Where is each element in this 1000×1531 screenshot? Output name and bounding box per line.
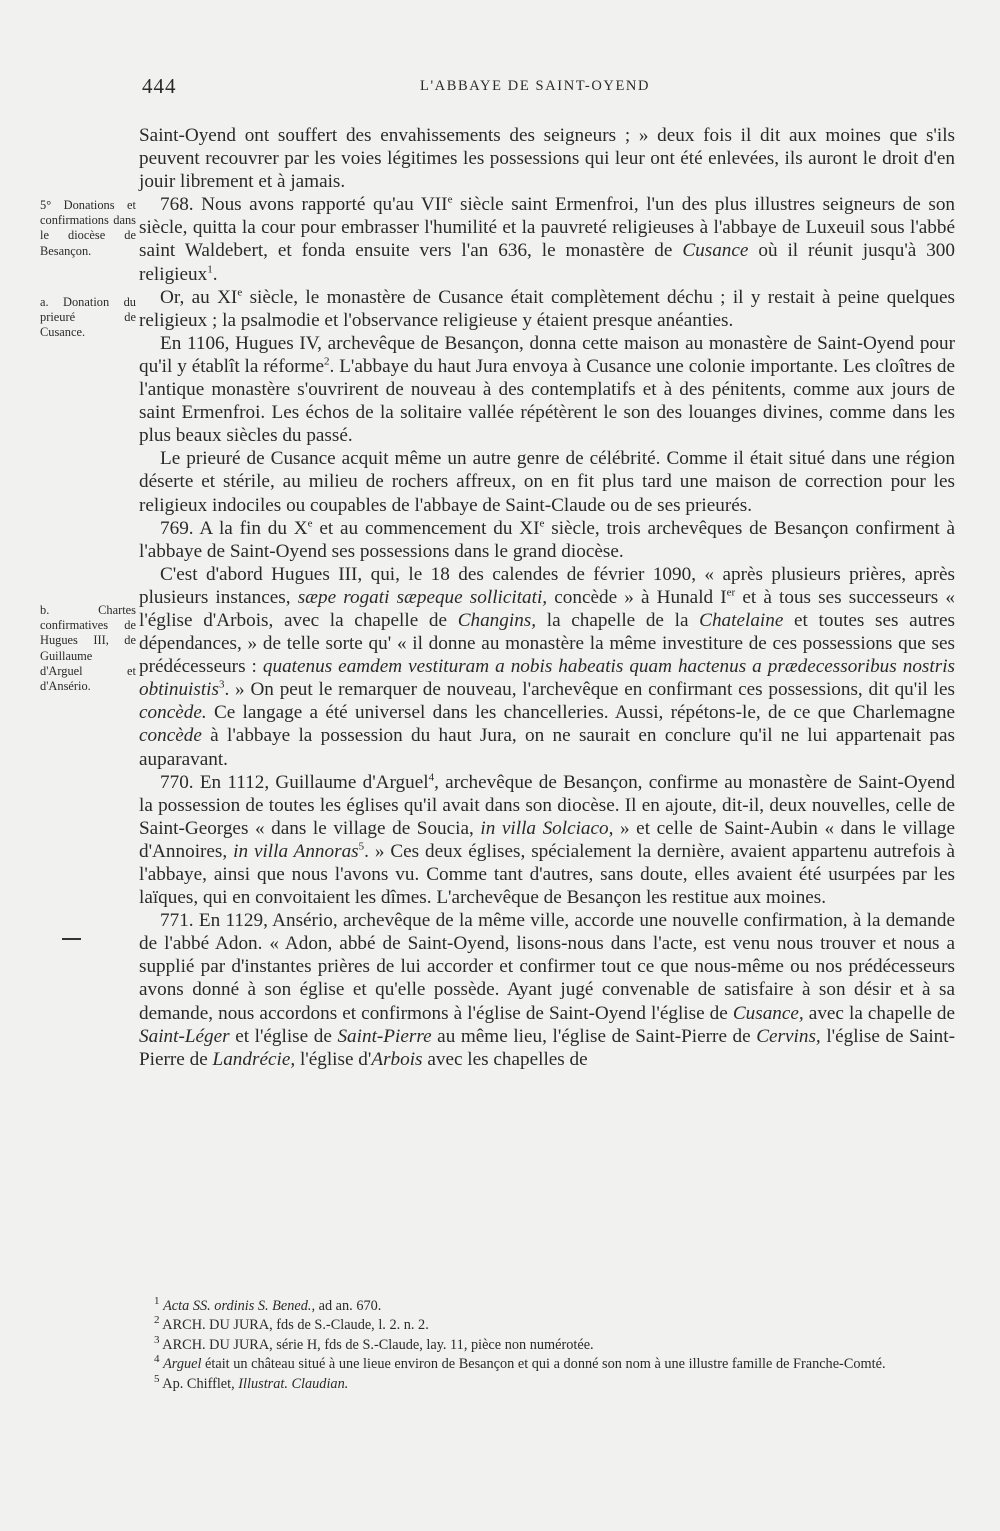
paragraph: Saint-Oyend ont souffert des envahissements des seigneurs ; » deux fois il dit aux moines que s'ils peuvent recouvrer par les voies légitimes les possessions qui leur ont été enlevées, ils auront le droit d'en jouir librement et à jamais. — [139, 125, 955, 193]
footnote-1: $^1$ Acta SS. ordinis S. Bened., ad an. 670. — [154, 1295, 382, 1314]
footnotes — [154, 1297, 960, 1394]
footnote-ref: 2 — [324, 355, 330, 368]
page-number: 444 — [142, 74, 177, 98]
paragraph: C'est d'abord Hugues III, qui, le 18 des calendes de février 1090, « après plusieurs prières, après plusieurs instances, sæpe rogati sæpeque sollicitati, concède » à Hunald Ier et à tous ses successeurs « l'église d'Arbois, avec la chapelle de Changins, la chapelle de la Chatelaine et toutes ses autres dépendances, » de telle sorte qu' « il donne au monastère la même investiture de ces possessions que ses prédécesseurs : quatenus eamdem vestituram a nobis habeatis quam hactenus a prædecessoribus nostris obtinuistis$^3$. » On peut le remarquer de nouveau, l'archevêque en confirmant ces possessions, dit qu'il les concède. Ce langage a été universel dans les chancelleries. Aussi, répétons-le, de ce que Charlemagne concède à l'abbaye la possession du haut Jura, on ne saurait en conclure qu'il ne lui appartenait pas auparavant. — [139, 563, 956, 770]
running-head: L'ABBAYE DE SAINT-OYEND — [420, 78, 651, 94]
footnote-ref: 4 — [428, 771, 435, 784]
paragraph-771: 771. En 1129, Ansério, archevêque de la même ville, accorde une nouvelle confirmation, à la demande de l'abbé Adon. « Adon, abbé de Saint-Oyend, lisons-nous dans l'acte, est venu nous trouver et nous a supplié par d'instantes prières de lui accorder et confirmer tout ce que nous-même ou nos prédécesseurs avons donné à son église et qu'elle possède. Ayant jugé convenable de satisfaire à son désir et à sa demande, nous accordons et confirmons à l'église de Saint-Oyend l'église de Cusance, avec la chapelle de Saint-Léger et l'église de Saint-Pierre au même lieu, l'église de Saint-Pierre de Cervins, l'église de Saint-Pierre de Landrécie, l'église d'Arbois avec les chapelles de — [139, 910, 956, 1070]
paragraph: En 1106, Hugues IV, archevêque de Besançon, donna cette maison au monastère de Saint-Oyend pour qu'il y établît la réforme$^2$. L'abbaye du haut Jura envoya à Cusance une colonie importante. Les cloîtres de l'antique monastère s'ouvrirent de nouveau à des contemplatifs et à des pénitents, comme aux jours de saint Ermenfroi. Les échos de la solitaire vallée répétèrent le son des louanges divines, comme dans les plus beaux siècles du passé. — [139, 332, 955, 447]
main-text — [139, 124, 955, 1071]
paragraph: Le prieuré de Cusance acquit même un autre genre de célébrité. Comme il était situé dans une région déserte et stérile, au milieu de rochers affreux, on en fit plus tard une maison de correction pour les religieux indociles ou coupables de l'abbaye de Saint-Claude ou de ses prieurés. — [139, 448, 955, 516]
paragraph: Or, au XIe siècle, le monastère de Cusance était complètement déchu ; il y restait à peine quelques religieux ; la psalmodie et l'observance religieuse y étaient presque anéanties. — [139, 286, 955, 331]
margin-note-cusance: a. Donation du prieuré de Cusance. — [40, 295, 136, 340]
footnote-2: $^2$ ARCH. DU JURA, fds de S.-Claude, l. 2. n. 2. — [154, 1314, 429, 1334]
margin-note-chartes: b. Chartes confirmatives de Hugues III, de Guillaume d'Arguel et d'Ansério. — [40, 603, 136, 694]
paragraph-769: 769. A la fin du Xe et au commencement du XIe siècle, trois archevêques de Besançon confirment à l'abbaye de Saint-Oyend ses possessions dans le grand diocèse. — [139, 517, 955, 562]
footnote-ref: 3 — [218, 678, 225, 691]
footnote-4: $^4$ Arguel était un château situé à une lieue environ de Besançon et qui a donné son nom à une illustre famille de Franche-Comté. — [154, 1353, 886, 1373]
margin-dash — [62, 938, 81, 940]
footnote-ref: 5 — [358, 840, 365, 853]
paragraph-770: 770. En 1112, Guillaume d'Arguel$^4$, archevêque de Besançon, confirme au monastère de Saint-Oyend la possession de toutes les églises qu'il avait dans son diocèse. Il en ajoute, dit-il, deux nouvelles, celle de Saint-Georges « dans le village de Soucia, in villa Solciaco, » et celle de Saint-Aubin « dans le village d'Annoires, in villa Annoras$^5$. » Ces deux églises, spécialement la dernière, avaient appartenu autrefois à l'abbaye, ainsi que nous l'avons vu. Comme tant d'autres, sans doute, elles avaient été usurpées par les laïques, qui en convoitaient les dîmes. L'archevêque de Besançon les restitue aux moines. — [139, 771, 955, 909]
footnote-ref: 1 — [207, 263, 213, 276]
margin-note-donations: 5° Donations et confirmations dans le diocèse de Besançon. — [40, 198, 136, 258]
paragraph-768: 768. Nous avons rapporté qu'au VIIe siècle saint Ermenfroi, l'un des plus illustres seigneurs de son siècle, quitta la cour pour embrasser l'humilité et la pauvreté religieuses à l'abbaye de Luxeuil sous l'abbé saint Waldebert, et fonda ensuite vers l'an 636, le monastère de Cusance où il réunit jusqu'à 300 religieux$^1$. — [139, 193, 956, 285]
footnote-5: $^5$ Ap. Chifflet, Illustrat. Claudian. — [154, 1372, 349, 1392]
footnote-3: $^3$ ARCH. DU JURA, série H, fds de S.-Claude, lay. 11, pièce non numérotée. — [154, 1334, 594, 1353]
